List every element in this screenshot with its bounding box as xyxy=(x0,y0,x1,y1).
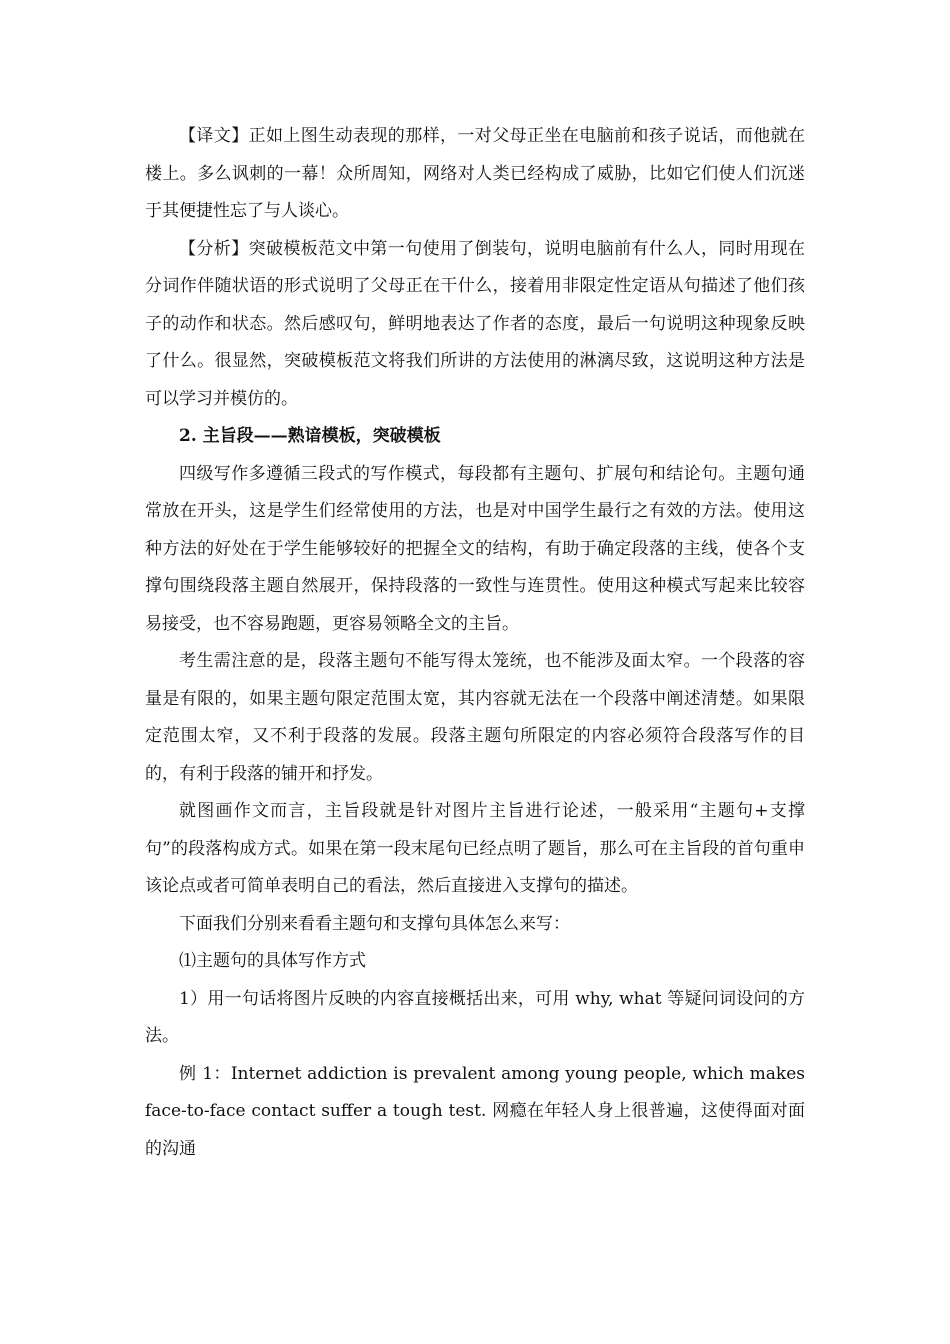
paragraph-body-3: 就图画作文而言，主旨段就是针对图片主旨进行论述，一般采用“主题句+支撑句”的段落构成方式。如果在第一段末尾句已经点明了题旨，那么可在主旨段的首句重申该论点或者可简单表明自己的看法，然后直接进入支撑句的描述。 xyxy=(145,801,805,896)
paragraph-example-1: 例 1：Internet addiction is prevalent among young people, which makes face-to-face contact suffer a tough test. 网瘾在年轻人身上很普遍，这使得面对面的沟通 xyxy=(145,1063,805,1159)
paragraph-analysis: 【分析】突破模板范文中第一句使用了倒装句，说明电脑前有什么人，同时用现在分词作伴随状语的形式说明了父母正在干什么，接着用非限定性定语从句描述了他们孩子的动作和状态。然后感叹句，鲜明地表达了作者的态度，最后一句说明这种现象反映了什么。很显然，突破模板范文将我们所讲的方法使用的淋漓尽致，这说明这种方法是可以学习并模仿的。 xyxy=(145,238,805,409)
paragraph-body-2: 考生需注意的是，段落主题句不能写得太笼统，也不能涉及面太窄。一个段落的容量是有限的，如果主题句限定范围太宽，其内容就无法在一个段落中阐述清楚。如果限定范围太窄，又不利于段落的发展。段落主题句所限定的内容必须符合段落写作的目的，有利于段落的铺开和抒发。 xyxy=(145,651,805,784)
paragraph-body-4: 下面我们分别来看看主题句和支撑句具体怎么来写： xyxy=(179,913,570,934)
document-page xyxy=(145,118,805,1168)
paragraph-method-1: 1）用一句话将图片反映的内容直接概括出来，可用 why, what 等疑问词设问的方法。 xyxy=(145,988,805,1046)
paragraph-translation: 【译文】正如上图生动表现的那样，一对父母正坐在电脑前和孩子说话，而他就在楼上。多么讽刺的一幕！众所周知，网络对人类已经构成了威胁，比如它们使人们沉迷于其便捷性忘了与人谈心。 xyxy=(145,126,805,221)
paragraph-body-1: 四级写作多遵循三段式的写作模式，每段都有主题句、扩展句和结论句。主题句通常放在开头，这是学生们经常使用的方法，也是对中国学生最行之有效的方法。使用这种方法的好处在于学生能够较好的把握全文的结构，有助于确定段落的主线，使各个支撑句围绕段落主题自然展开，保持段落的一致性与连贯性。使用这种模式写起来比较容易接受，也不容易跑题，更容易领略全文的主旨。 xyxy=(145,463,805,634)
section-heading: 2. 主旨段——熟谙模板，突破模板 xyxy=(179,426,441,446)
subheading-topic-sentence: ⑴主题句的具体写作方式 xyxy=(179,951,366,971)
